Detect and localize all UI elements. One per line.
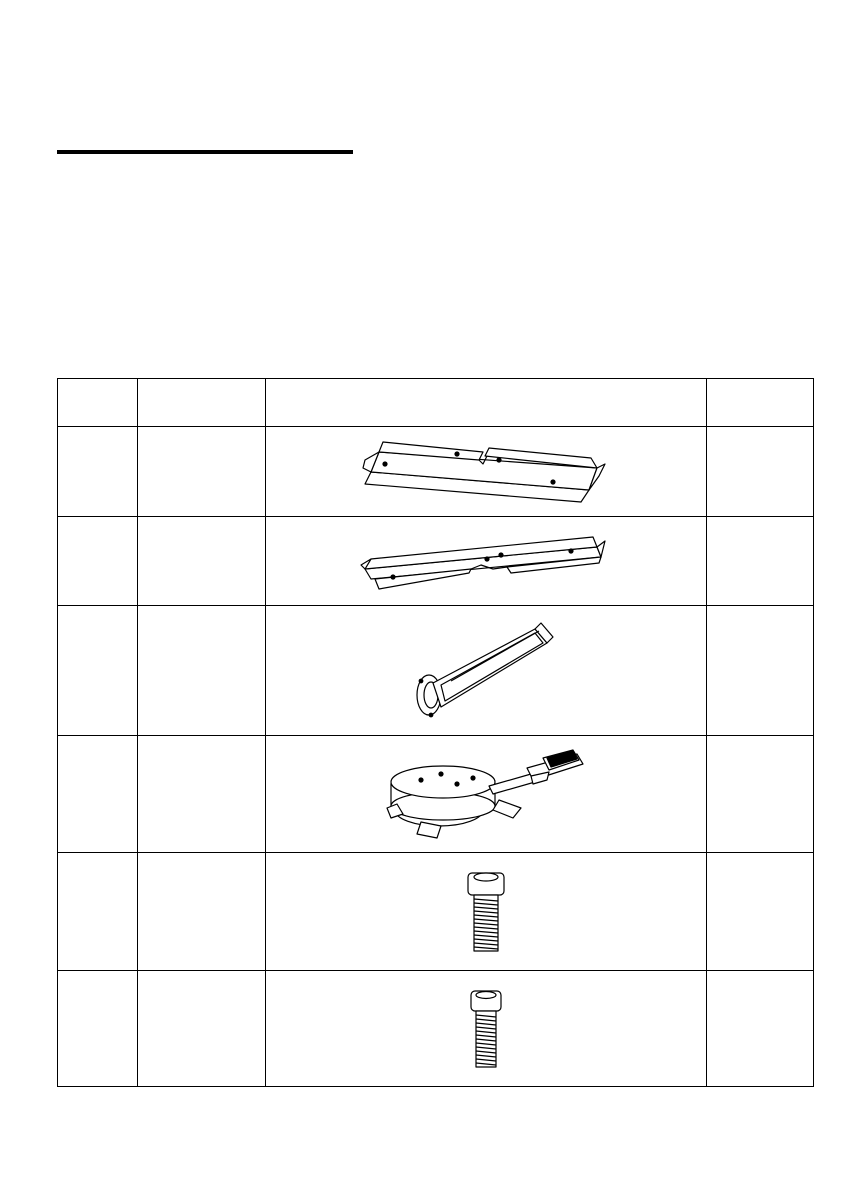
part-number	[58, 853, 138, 971]
part-name	[138, 427, 265, 517]
part-illustration-cell	[265, 853, 706, 971]
telescopic-tube-icon	[411, 621, 561, 721]
table-row	[58, 606, 814, 736]
table-header-row	[58, 379, 814, 427]
part-quantity	[706, 736, 813, 853]
part-number	[58, 606, 138, 736]
header-no	[58, 379, 138, 427]
part-quantity	[706, 971, 813, 1087]
header-qty	[706, 379, 813, 427]
part-illustration-cell	[265, 736, 706, 853]
header-name	[138, 379, 265, 427]
part-name	[138, 606, 265, 736]
part-illustration-cell	[265, 427, 706, 517]
part-quantity	[706, 853, 813, 971]
part-illustration-cell	[265, 971, 706, 1087]
table-row	[58, 427, 814, 517]
part-name	[138, 517, 265, 606]
table-row	[58, 517, 814, 606]
heading-underline	[57, 150, 353, 154]
part-number	[58, 517, 138, 606]
table-row	[58, 736, 814, 853]
parts-table	[57, 378, 814, 1087]
part-illustration-cell	[265, 517, 706, 606]
tilt-mechanism-icon	[381, 748, 591, 840]
part-name	[138, 971, 265, 1087]
part-number	[58, 971, 138, 1087]
rail-bracket-split-icon	[361, 533, 611, 589]
part-number	[58, 736, 138, 853]
part-quantity	[706, 606, 813, 736]
part-quantity	[706, 427, 813, 517]
header-illustration	[265, 379, 706, 427]
hex-bolt-long-icon	[466, 871, 506, 953]
hex-bolt-short-icon	[469, 989, 503, 1069]
part-quantity	[706, 517, 813, 606]
rail-bracket-notched-icon	[361, 442, 611, 502]
part-name	[138, 736, 265, 853]
part-illustration-cell	[265, 606, 706, 736]
part-name	[138, 853, 265, 971]
table-row	[58, 971, 814, 1087]
part-number	[58, 427, 138, 517]
table-row	[58, 853, 814, 971]
